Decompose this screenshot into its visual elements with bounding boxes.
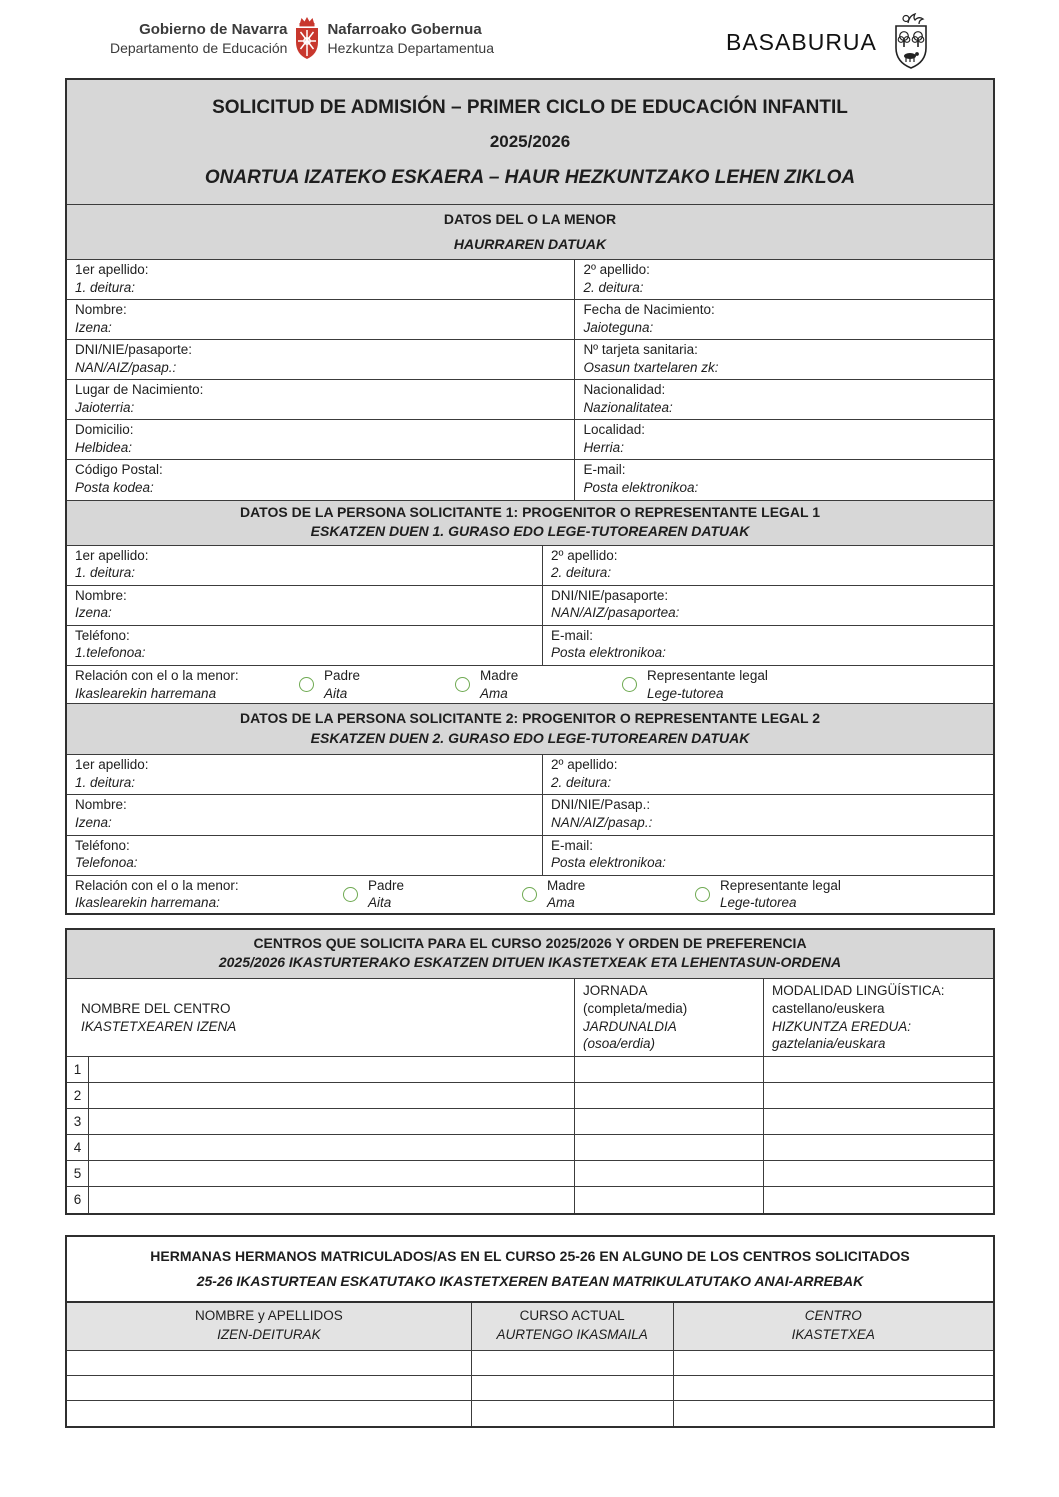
field-cell[interactable] [542, 546, 993, 585]
field-label-es: Relación con el o la menor: [75, 877, 239, 893]
column-label-eu: IKASTETXEAREN IZENA [81, 1018, 237, 1034]
center-rank: 6 [67, 1187, 89, 1213]
center-name-cell[interactable] [89, 1161, 574, 1186]
column-header-sibling-name [67, 1303, 471, 1350]
radio-padre[interactable] [343, 887, 358, 902]
field-label-eu: 2. deitura: [551, 565, 612, 581]
field-cell[interactable] [67, 260, 574, 299]
field-label-es: Nombre: [75, 302, 127, 318]
center-row [67, 1083, 993, 1109]
sibling-center-cell[interactable] [673, 1376, 993, 1400]
gov-logo-spanish-text [110, 21, 287, 57]
radio-madre[interactable] [455, 677, 470, 692]
field-label-es: Relación con el o la menor: [75, 668, 239, 684]
option-label-eu: Aita [368, 895, 392, 911]
section-title-eu: 2025/2026 IKASTURTERAKO ESKATZEN DITUEN IKASTETXEAK ETA LEHENTASUN-ORDENA [218, 954, 842, 971]
field-label-eu: 1. deitura: [75, 774, 136, 790]
field-label-eu: NAN/AIZ/pasaportea: [551, 605, 680, 621]
column-label-line: HIZKUNTZA EREDUA: [772, 1018, 912, 1034]
field-label-eu: NAN/AIZ/pasap.: [551, 814, 653, 830]
navarra-coat-of-arms-icon [294, 16, 320, 62]
field-row [67, 795, 993, 835]
field-label-es: Nacionalidad: [583, 382, 666, 398]
field-label-eu: Ikaslearekin harremana: [75, 895, 220, 911]
section-title-es: DATOS DE LA PERSONA SOLICITANTE 2: PROGENITOR O REPRESENTANTE LEGAL 2 [239, 710, 821, 727]
column-label-es: NOMBRE y APELLIDOS [194, 1307, 343, 1323]
field-label-es: DNI/NIE/pasaporte: [75, 342, 193, 358]
field-label-es: E-mail: [551, 837, 594, 853]
field-label-es: Domicilio: [75, 422, 134, 438]
form-title-es: SOLICITUD DE ADMISIÓN – PRIMER CICLO DE EDUCACIÓN INFANTIL [212, 97, 848, 118]
section-title-es: CENTROS QUE SOLICITA PARA EL CURSO 2025/2026 Y ORDEN DE PREFERENCIA [253, 934, 807, 951]
sibling-course-cell[interactable] [471, 1376, 673, 1400]
field-label-es: 1er apellido: [75, 262, 149, 277]
field-row [67, 460, 993, 500]
section-title-eu: ESKATZEN DUEN 1. GURASO EDO LEGE-TUTOREAREN DATUAK [310, 523, 750, 540]
field-label-es: DNI/NIE/pasaporte: [551, 587, 669, 603]
option-label-eu: Lege-tutorea [647, 685, 724, 701]
center-name-cell[interactable] [89, 1109, 574, 1134]
column-label-line: castellano/euskera [772, 1000, 885, 1016]
field-cell[interactable] [67, 836, 542, 875]
field-cell[interactable] [67, 626, 542, 665]
option-label-es: Representante legal [647, 668, 768, 684]
sibling-row [67, 1401, 993, 1426]
gov-name-eu: Nafarroako Gobernua [327, 20, 482, 38]
centers-column-header-row [67, 979, 993, 1057]
field-label-eu: Helbidea: [75, 439, 133, 455]
relation-label [67, 666, 299, 703]
field-label-es: Localidad: [583, 422, 645, 438]
section-title-eu: ESKATZEN DUEN 2. GURASO EDO LEGE-TUTOREAREN DATUAK [310, 729, 750, 746]
field-label-es: Fecha de Nacimiento: [583, 302, 715, 318]
center-jornada-cell[interactable] [574, 1109, 763, 1134]
relation-option-padre [299, 667, 455, 702]
field-cell[interactable] [542, 626, 993, 665]
center-modalidad-cell[interactable] [763, 1135, 993, 1160]
relation-row-applicant2 [67, 876, 993, 913]
field-label-es: E-mail: [583, 462, 626, 478]
sibling-course-cell[interactable] [471, 1401, 673, 1426]
sibling-name-cell[interactable] [67, 1376, 471, 1400]
center-modalidad-cell[interactable] [763, 1187, 993, 1213]
field-label-es: Código Postal: [75, 462, 163, 478]
relation-row-applicant1 [67, 666, 993, 704]
column-header-center-name [67, 979, 574, 1056]
column-label-eu: IZEN-DEITURAK [217, 1327, 321, 1343]
field-cell[interactable] [542, 586, 993, 625]
field-row [67, 626, 993, 666]
field-row [67, 260, 993, 300]
center-rank: 4 [67, 1135, 89, 1160]
gov-dept-es: Departamento de Educación [110, 39, 288, 56]
section-header-centers [67, 930, 993, 979]
section-header-applicant1 [67, 501, 993, 546]
center-row [67, 1109, 993, 1135]
center-rank: 1 [67, 1057, 89, 1082]
field-cell[interactable] [67, 460, 574, 499]
field-cell[interactable] [67, 755, 542, 794]
sibling-course-cell[interactable] [471, 1351, 673, 1375]
relation-option-madre [455, 667, 622, 702]
column-header-center [673, 1303, 993, 1350]
center-rank: 5 [67, 1161, 89, 1186]
main-form-table [65, 78, 995, 915]
option-label-eu: Ama [480, 685, 508, 701]
center-row [67, 1057, 993, 1083]
option-label-es: Representante legal [720, 877, 841, 893]
center-row [67, 1161, 993, 1187]
field-label-eu: 1.telefonoa: [75, 645, 146, 661]
center-row [67, 1187, 993, 1213]
field-cell[interactable] [67, 380, 574, 419]
option-label [647, 667, 768, 702]
relation-label [67, 876, 343, 913]
field-label-eu: Izena: [75, 814, 112, 830]
form-title-block [67, 80, 993, 205]
field-label-eu: Osasun txartelaren zk: [583, 359, 719, 375]
field-label-eu: Jaioteguna: [583, 319, 654, 335]
radio-padre[interactable] [299, 677, 314, 692]
form-body [65, 78, 995, 1428]
field-row [67, 755, 993, 795]
option-label [324, 667, 360, 702]
column-header-modalidad [763, 979, 993, 1056]
field-row [67, 836, 993, 876]
option-label [368, 877, 404, 912]
center-rank: 2 [67, 1083, 89, 1108]
relation-option-representante [622, 667, 768, 702]
basaburua-coat-of-arms-icon [893, 12, 929, 72]
field-label-es: Nº tarjeta sanitaria: [583, 342, 698, 358]
field-cell[interactable] [67, 300, 574, 339]
column-label-es: NOMBRE DEL CENTRO [81, 1000, 231, 1016]
field-label-es: Nombre: [75, 587, 127, 603]
radio-representante-legal[interactable] [622, 677, 637, 692]
centers-table [65, 928, 995, 1215]
field-cell[interactable] [574, 420, 993, 459]
field-row [67, 300, 993, 340]
field-label-eu: 1. deitura: [75, 565, 136, 581]
field-label-eu: Jaioterria: [75, 399, 135, 415]
column-label-line: JORNADA [583, 982, 648, 998]
field-label-es: Teléfono: [75, 837, 130, 853]
option-label-es: Padre [324, 668, 361, 684]
field-row [67, 380, 993, 420]
relation-option-padre [343, 877, 522, 912]
gov-name-es: Gobierno de Navarra [139, 20, 288, 38]
field-label-eu: Izena: [75, 319, 112, 335]
field-label-eu: Herria: [583, 439, 624, 455]
center-name-cell[interactable] [89, 1187, 574, 1213]
siblings-table [65, 1235, 995, 1428]
center-jornada-cell[interactable] [574, 1057, 763, 1082]
radio-madre[interactable] [522, 887, 537, 902]
field-cell[interactable] [67, 546, 542, 585]
option-label-eu: Lege-tutorea [720, 895, 797, 911]
option-label [547, 877, 585, 912]
field-label-eu: Posta elektronikoa: [551, 855, 666, 871]
relation-option-representante [695, 877, 841, 912]
field-label-eu: Ikaslearekin harremana [75, 685, 217, 701]
field-label-eu: Posta elektronikoa: [583, 480, 699, 496]
column-label-eu: AURTENGO IKASMAILA [496, 1327, 648, 1343]
field-label-eu: 1. deitura: [75, 279, 136, 295]
field-cell[interactable] [574, 260, 993, 299]
column-label-line: JARDUNALDIA [583, 1018, 677, 1034]
center-jornada-cell[interactable] [574, 1161, 763, 1186]
column-label-line: gaztelania/euskara [772, 1036, 886, 1052]
field-label-eu: Posta kodea: [75, 480, 154, 496]
option-label-es: Madre [480, 668, 519, 684]
center-jornada-cell[interactable] [574, 1135, 763, 1160]
field-label-eu: NAN/AIZ/pasap.: [75, 359, 177, 375]
field-cell[interactable] [67, 795, 542, 834]
column-label-line: MODALIDAD LINGÜÍSTICA: [772, 982, 945, 998]
radio-representante-legal[interactable] [695, 887, 710, 902]
form-title-eu: ONARTUA IZATEKO ESKAERA – HAUR HEZKUNTZAKO LEHEN ZIKLOA [204, 167, 856, 188]
center-modalidad-cell[interactable] [763, 1161, 993, 1186]
field-label-eu: Nazionalitatea: [583, 399, 673, 415]
field-label-es: Nombre: [75, 797, 127, 813]
field-cell[interactable] [574, 300, 993, 339]
section-title-es: DATOS DEL O LA MENOR [443, 211, 617, 227]
option-label-es: Madre [547, 877, 586, 893]
field-label-es: 2º apellido: [551, 757, 618, 773]
center-modalidad-cell[interactable] [763, 1109, 993, 1134]
column-header-current-course [471, 1303, 673, 1350]
center-name-cell[interactable] [89, 1135, 574, 1160]
option-label-es: Padre [368, 877, 405, 893]
field-cell[interactable] [67, 420, 574, 459]
option-label [720, 877, 841, 912]
section-header-minor [67, 205, 993, 260]
center-jornada-cell[interactable] [574, 1083, 763, 1108]
section-title-eu: HAURRAREN DATUAK [453, 235, 607, 252]
field-cell[interactable] [574, 340, 993, 379]
sibling-center-cell[interactable] [673, 1351, 993, 1375]
center-modalidad-cell[interactable] [763, 1057, 993, 1082]
sibling-name-cell[interactable] [67, 1351, 471, 1375]
field-label-eu: Posta elektronikoa: [551, 645, 666, 661]
column-label-line: (osoa/erdia) [583, 1036, 656, 1052]
page-header [0, 0, 1059, 78]
field-cell[interactable] [542, 755, 993, 794]
siblings-title [67, 1237, 993, 1302]
center-modalidad-cell[interactable] [763, 1083, 993, 1108]
sibling-row [67, 1376, 993, 1401]
basaburua-logo [726, 12, 929, 72]
field-label-es: 2º apellido: [551, 547, 618, 563]
siblings-column-header-row [67, 1303, 993, 1351]
center-jornada-cell[interactable] [574, 1187, 763, 1213]
section-header-applicant2 [67, 704, 993, 755]
column-label-es: CENTRO [804, 1307, 862, 1323]
field-label-es: Teléfono: [75, 627, 130, 643]
gov-dept-eu: Hezkuntza Departamentua [327, 39, 494, 56]
field-cell[interactable] [542, 836, 993, 875]
center-name-cell[interactable] [89, 1057, 574, 1082]
column-header-jornada [574, 979, 763, 1056]
relation-option-madre [522, 877, 695, 912]
field-label-eu: 2. deitura: [583, 279, 644, 295]
municipality-name: BASABURUA [726, 29, 877, 55]
option-label-eu: Ama [547, 895, 575, 911]
field-cell[interactable] [67, 340, 574, 379]
form-title-year: 2025/2026 [489, 132, 571, 151]
field-label-es: 1er apellido: [75, 757, 149, 773]
field-label-eu: Izena: [75, 605, 112, 621]
field-label-es: 2º apellido: [583, 262, 650, 277]
field-cell[interactable] [574, 380, 993, 419]
field-cell[interactable] [542, 795, 993, 834]
column-label-line: (completa/media) [583, 1000, 688, 1016]
field-row [67, 586, 993, 626]
column-label-es: CURSO ACTUAL [519, 1307, 625, 1323]
sibling-name-cell[interactable] [67, 1401, 471, 1426]
field-row [67, 420, 993, 460]
siblings-title-es: HERMANAS HERMANOS MATRICULADOS/AS EN EL CURSO 25-26 EN ALGUNO DE LOS CENTROS SOLICITADOS [150, 1248, 910, 1265]
field-label-eu: 2. deitura: [551, 774, 612, 790]
field-row [67, 546, 993, 586]
sibling-center-cell[interactable] [673, 1401, 993, 1426]
field-cell[interactable] [67, 586, 542, 625]
field-label-eu: Telefonoa: [75, 855, 138, 871]
center-rank: 3 [67, 1109, 89, 1134]
field-cell[interactable] [574, 460, 993, 499]
column-label-eu: IKASTETXEA [791, 1327, 875, 1343]
field-label-es: DNI/NIE/Pasap.: [551, 797, 651, 813]
field-label-es: 1er apellido: [75, 547, 149, 563]
gobierno-navarra-logo [110, 16, 494, 62]
sibling-row [67, 1351, 993, 1376]
section-title-es: DATOS DE LA PERSONA SOLICITANTE 1: PROGENITOR O REPRESENTANTE LEGAL 1 [239, 503, 821, 520]
siblings-title-eu: 25-26 IKASTURTEAN ESKATUTAKO IKASTETXEREN BATEAN MATRIKULATUTAKO ANAI-ARREBAK [196, 1273, 864, 1290]
option-label [480, 667, 518, 702]
option-label-eu: Aita [324, 685, 348, 701]
field-label-es: Lugar de Nacimiento: [75, 382, 204, 398]
center-row [67, 1135, 993, 1161]
gov-logo-basque-text [327, 21, 494, 57]
center-name-cell[interactable] [89, 1083, 574, 1108]
field-row [67, 340, 993, 380]
field-label-es: E-mail: [551, 627, 594, 643]
